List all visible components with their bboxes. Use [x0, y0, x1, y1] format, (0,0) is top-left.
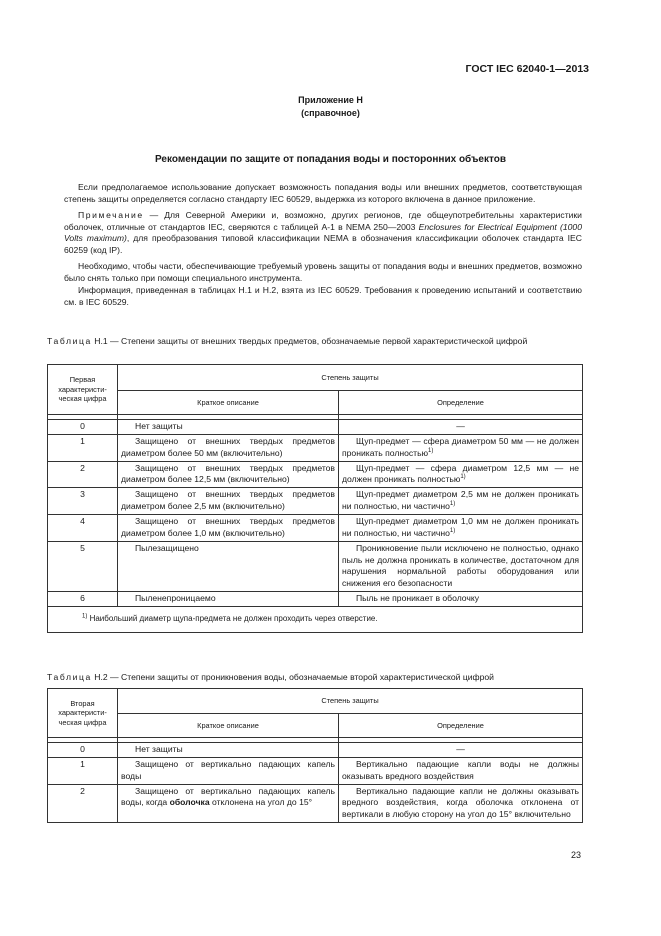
table1-caption-text: Н.1 — Степени защиты от внешних твердых предметов, обозначаемые первой характеристической цифрой: [91, 336, 528, 346]
table2-head-group: Степень защиты: [118, 689, 583, 714]
row-digit: 3: [48, 488, 118, 515]
row-def-cell: [339, 488, 583, 515]
table-row: [48, 434, 583, 461]
document-header: ГОСТ IEC 62040-1—2013: [465, 63, 589, 75]
row-digit: 1: [48, 434, 118, 461]
row-def-cell: [339, 461, 583, 488]
table2-head-short: Краткое описание: [118, 714, 339, 738]
paragraph-2: Необходимо, чтобы части, обеспечивающие требуемый уровень защиты от попадания воды и внешних предметов, возможно было снять только при помощи специального инструмента.: [64, 261, 582, 284]
row-def: Щуп-предмет диаметром 2,5 мм не должен проникать ни полностью, ни частично: [342, 489, 580, 512]
table-1: [47, 364, 583, 633]
intro-text: [64, 182, 582, 309]
note-text-a: — Для Северной Америки и, возможно, других регионов, где общеупотребительны характеристики оболочек, отличные от стандартов IEC, сверяются с таблицей А-1 в NEMA 250—2003: [64, 209, 582, 232]
footnote-ref: 1): [428, 447, 434, 454]
row-def-cell: [339, 515, 583, 542]
page-number: 23: [570, 850, 581, 860]
footnote-ref: 1): [449, 501, 456, 508]
row-short: Нет защиты: [118, 743, 339, 758]
row-short: Защищено от внешних твердых предметов диаметром более 1,0 мм (включительно): [118, 515, 339, 542]
table-row: [48, 420, 583, 435]
row-short: Защищено от внешних твердых предметов диаметром более 12,5 мм (включительно): [118, 461, 339, 488]
row-short-cell: [118, 784, 339, 823]
row-digit: 0: [48, 420, 118, 435]
row-short: Пыленепроницаемо: [118, 592, 339, 607]
footnote-mark: 1): [82, 613, 88, 620]
table1-head-short: Краткое описание: [118, 391, 339, 415]
table1-head-group: Степень защиты: [118, 365, 583, 391]
paragraph-1: Если предполагаемое использование допускает возможность попадания воды или внешних предметов, соответствующая степень защиты определяется согласно стандарту IEC 60529, выдержка из которого включена в данное приложение.: [64, 182, 582, 204]
row-digit: 2: [48, 461, 118, 488]
row-short: Защищено от вертикально падающих капель воды: [118, 757, 339, 784]
table1-caption-label: Таблица: [47, 336, 92, 346]
table1-caption: [47, 336, 583, 348]
table2-head-digit: Вторая характеристи-ческая цифра: [48, 689, 118, 738]
table1-head-def: Определение: [339, 391, 583, 415]
row-def: —: [339, 420, 583, 435]
row-short: Защищено от внешних твердых предметов диаметром более 50 мм (включительно): [118, 434, 339, 461]
row-def: Пыль не проникает в оболочку: [339, 592, 583, 607]
table-row: [48, 461, 583, 488]
footnote-text: Наибольший диаметр щупа-предмета не должен проходить через отверстие.: [87, 614, 378, 624]
row-short: Нет защиты: [118, 420, 339, 435]
table-row: [48, 743, 583, 758]
row-short: Защищено от внешних твердых предметов диаметром более 2,5 мм (включительно): [118, 488, 339, 515]
annex-title: Приложение Н: [298, 95, 363, 105]
table2-head-def: Определение: [339, 714, 583, 738]
section-title: Рекомендации по защите от попадания воды и посторонних объектов: [155, 154, 506, 165]
table-row: [48, 757, 583, 784]
table2-caption-text: Н.2 — Степени защиты от проникновения воды, обозначаемые второй характеристической цифрой: [91, 672, 494, 682]
row-def: Щуп-предмет — сфера диаметром 12,5 мм — не должен проникать полностью: [342, 462, 580, 485]
row-short: Пылезащищено: [118, 541, 339, 591]
row-def: Проникновение пыли исключено не полностью, однако пыль не должна проникать в количестве, достаточном для нарушения нормальной работы оборудования или снижения его безопасности: [339, 541, 583, 591]
row-digit: 5: [48, 541, 118, 591]
table1-footnote: [48, 607, 583, 633]
table-row: [48, 541, 583, 591]
table-row: [48, 784, 583, 823]
row-def: Щуп-предмет — сфера диаметром 50 мм — не должен проникать полностью: [342, 435, 580, 458]
row-short-bold: оболочка: [169, 797, 210, 808]
row-def: Вертикально падающие капли воды не должны оказывать вредного воздействия: [339, 757, 583, 784]
note-text-b: , для преобразования типовой классификации NEMA в обозначения классификации оболочек стандарта IEC 60259 (код IP).: [64, 233, 582, 256]
annex-heading: [0, 94, 661, 120]
row-digit: 1: [48, 757, 118, 784]
paragraph-3: Информация, приведенная в таблицах Н.1 и Н.2, взята из IEC 60529. Требования к проведению испытаний и соответствию см. в IEC 60529.: [64, 284, 582, 307]
note-paragraph: [64, 210, 582, 257]
table-2: [47, 688, 583, 823]
row-short-a: Защищено от вертикально падающих капель воды, когда: [121, 785, 335, 808]
table-row: [48, 592, 583, 607]
table2-caption: [47, 672, 583, 684]
note-label: Примечание: [78, 209, 144, 220]
row-def: Щуп-предмет диаметром 1,0 мм не должен проникать ни полностью, ни частично: [342, 516, 580, 538]
annex-subtitle: (справочное): [301, 108, 360, 119]
table-row: [48, 488, 583, 515]
row-digit: 6: [48, 592, 118, 607]
row-def: —: [339, 743, 583, 758]
row-digit: 0: [48, 743, 118, 758]
table2-caption-label: Таблица: [47, 672, 92, 682]
note-text-italic: Enclosures for Electrical Equipment (1000 Volts maximum): [64, 221, 582, 244]
row-digit: 4: [48, 515, 118, 542]
footnote-ref: 1): [460, 474, 466, 481]
table-row: [48, 515, 583, 542]
footnote-ref: 1): [449, 528, 456, 535]
row-digit: 2: [48, 784, 118, 823]
table1-head-digit: Первая характеристи-ческая цифра: [48, 365, 118, 415]
row-def: Вертикально падающие капли не должны оказывать вредного воздействия, когда оболочка отклонена от вертикали в любую сторону на угол до 15° включительно: [339, 784, 583, 823]
row-short-b: отклонена на угол до 15°: [209, 797, 313, 808]
row-def-cell: [339, 434, 583, 461]
